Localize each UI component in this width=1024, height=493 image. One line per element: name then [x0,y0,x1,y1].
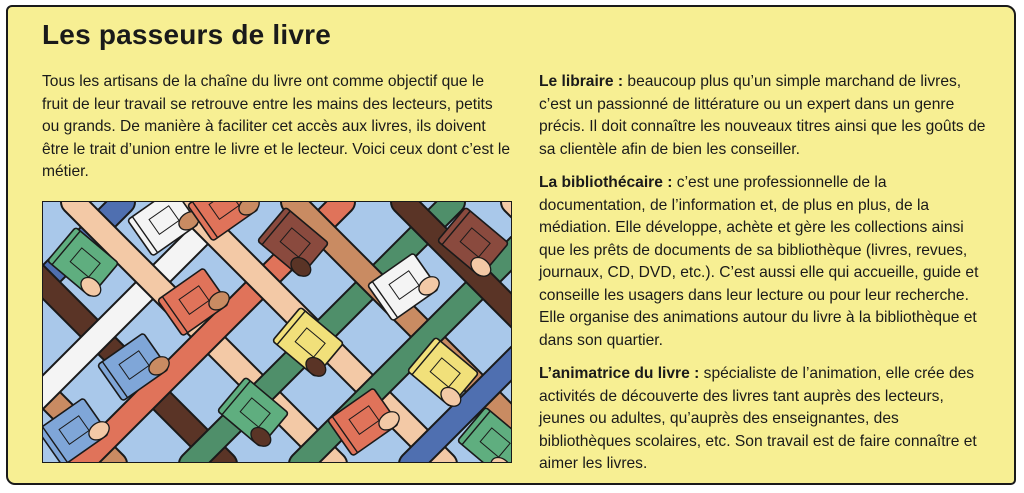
role-description: c’est une professionnelle de la documentation, de l’information et, de plus en plus, de la médiation. Elle développe, achète et gère les collections ainsi que les prêts de documents de sa bibliothèque (livres, revues, journaux, CD, DVD, etc.). C’est aussi elle qui accueille, guide et conseille les usagers dans leur lecture ou pour leur recherche. Elle organise des animations autour du livre à la bibliothèque et dans son quartier. [539,174,979,349]
hands-passing-books-illustration [42,201,512,463]
role-term: La bibliothécaire : [539,174,673,191]
info-panel [6,5,1016,485]
role-description: beaucoup plus qu’un simple marchand de livres, c’est un passionné de littérature ou un expert dans un genre précis. Il doit connaître les nouveaux titres ainsi que les goûts de sa clientèle afin de bien les conseiller. [539,73,986,158]
role-bibliothecaire [539,172,994,352]
role-term: Le libraire : [539,73,624,90]
illustration-svg [43,202,512,463]
role-term: L’animatrice du livre : [539,365,700,382]
roles-column [539,71,994,487]
role-description: spécialiste de l’animation, elle crée des activités de découverte des livres tant auprès des lecteurs, jeunes ou adultes, qu’auprès des enseignantes, des bibliothèques scolaires, etc. Son travail est de faire connaître et aimer les livres. [539,365,977,472]
role-animatrice [539,363,994,476]
intro-paragraph: Tous les artisans de la chaîne du livre ont comme objectif que le fruit de leur travail se retrouve entre les mains des lecteurs, petits ou grands. De manière à faciliter cet accès aux livres, ils doivent être le trait d’union entre le livre et le lecteur. Voici ceux dont c’est le métier. [42,73,511,180]
role-libraire [539,71,994,161]
page-title: Les passeurs de livre [42,19,332,50]
